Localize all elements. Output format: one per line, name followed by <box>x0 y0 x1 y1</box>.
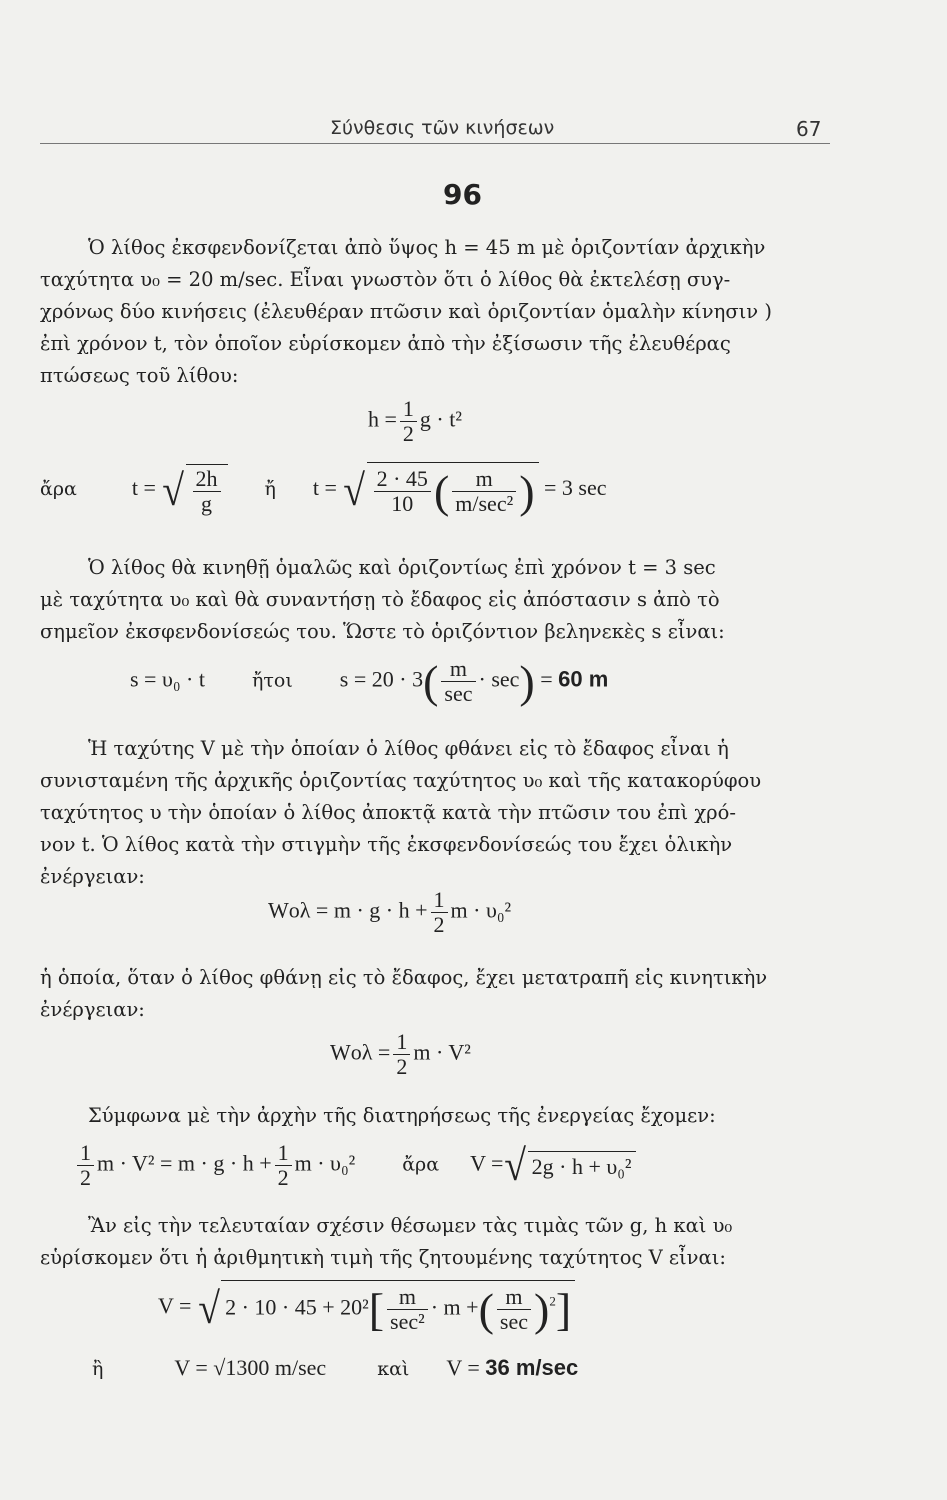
running-title: Σύνθεσις τῶν κινήσεων <box>330 117 555 139</box>
para4-line2: ἐνέργειαν: <box>40 998 145 1021</box>
para2-line1: Ὁ λίθος θὰ κινηθῇ ὁμαλῶς καὶ ὁριζοντίως ἐπὶ χρόνον t = 3 sec <box>88 556 716 579</box>
para1-line4: ἐπὶ χρόνον t, τὸν ὁποῖον εὑρίσκομεν ἀπὸ τὴν ἐξίσωσιν τῆς ἐλευθέρας <box>40 332 731 355</box>
problem-number: 96 <box>443 178 482 211</box>
para3-line1: Ἡ ταχύτης V μὲ τὴν ὁποίαν ὁ λίθος φθάνει εἰς τὸ ἔδαφος εἶναι ἡ <box>88 737 729 760</box>
para3-line3: ταχύτητος υ τὴν ὁποίαν ὁ λίθος ἀποκτᾷ κατὰ τὴν πτῶσιν του ἐπὶ χρό- <box>40 801 736 824</box>
equation-kinetic-energy: Wολ = $\frac{1}{2}$ m · V² <box>330 1029 471 1079</box>
para1-line5: πτώσεως τοῦ λίθου: <box>40 364 239 387</box>
equation-range: s = υ₀ · t ἤτοι s = 20 · 3( $\frac{m}{\sec}$ · sec) = 60 m <box>130 656 609 707</box>
para3-line2: συνισταμένη τῆς ἀρχικῆς ὁριζοντίας ταχύτητος υ₀ καὶ τῆς κατακορύφου <box>40 769 762 792</box>
equation-total-energy: Wολ = m · g · h + $\frac{1}{2}$ m · υ₀² <box>268 887 512 937</box>
equation-conservation: $\frac{1}{2}$ m · V² = m · g · h + $\frac{1}{2}$ m · υ₀² ἄρα V =√ 2g · h + υ₀² <box>74 1140 636 1191</box>
equation-velocity: V = √ 2 · 10 · 45 + 20²[ $\frac{m}{\text{sec²}}$ · m +( $\frac{m}{\sec}$ )$^2$] <box>158 1280 575 1336</box>
para6-line1: Ἂν εἰς τὴν τελευταίαν σχέσιν θέσωμεν τὰς τιμὰς τῶν g, h καὶ υ₀ <box>88 1214 733 1237</box>
para2-line3: σημεῖον ἐκσφενδονίσεώς του. Ὥστε τὸ ὁριζόντιον βεληνεκὲς s εἶναι: <box>40 620 725 643</box>
equation-result: ἢ V = √1300 m/sec καὶ V = 36 m/sec <box>92 1355 579 1380</box>
para1-line3: χρόνως δύο κινήσεις (ἐλευθέραν πτῶσιν καὶ ὁριζοντίαν ὁμαλὴν κίνησιν ) <box>40 300 772 323</box>
para3-line4: νον t. Ὁ λίθος κατὰ τὴν στιγμὴν τῆς ἐκσφενδονίσεώς του ἔχει ὁλικὴν <box>40 833 733 856</box>
para6-line2: εὑρίσκομεν ὅτι ἡ ἀριθμητικὴ τιμὴ τῆς ζητουμένης ταχύτητος V εἶναι: <box>40 1246 726 1269</box>
para1-line1: Ὁ λίθος ἐκσφενδονίζεται ἀπὸ ὕψος h = 45 m μὲ ὁριζοντίαν ἀρχικὴν <box>88 236 766 259</box>
para5: Σύμφωνα μὲ τὴν ἀρχὴν τῆς διατηρήσεως τῆς ἐνεργείας ἔχομεν: <box>88 1104 716 1127</box>
page-number: 67 <box>796 117 822 141</box>
para4-line1: ἡ ὁποία, ὅταν ὁ λίθος φθάνῃ εἰς τὸ ἔδαφος, ἔχει μετατραπῆ εἰς κινητικὴν <box>40 966 768 989</box>
para3-line5: ἐνέργειαν: <box>40 865 145 888</box>
para2-line2: μὲ ταχύτητα υ₀ καὶ θὰ συναντήσῃ τὸ ἔδαφος εἰς ἀπόστασιν s ἀπὸ τὸ <box>40 588 720 611</box>
equation-time: ἄρα t = √ $\frac{2h}{g}$ ἤ t = √ $\frac{2 \cdot 45}{10}$ ( $\frac{m}{\text{m/sec²}}$ ) = 3 sec <box>40 462 607 518</box>
equation-free-fall: h = $\frac{1}{2}$ g · t² <box>368 396 462 446</box>
header-rule <box>40 143 830 144</box>
para1-line2: ταχύτητα υ₀ = 20 m/sec. Εἶναι γνωστὸν ὅτι ὁ λίθος θὰ ἐκτελέσῃ συγ- <box>40 268 731 291</box>
